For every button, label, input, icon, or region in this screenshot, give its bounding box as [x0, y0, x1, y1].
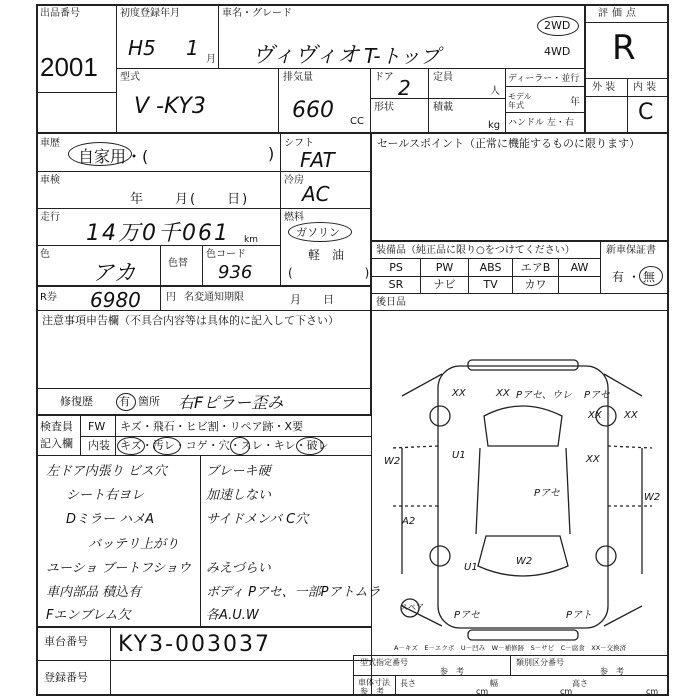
damage-mark: U1 [464, 562, 478, 573]
note-left: 車内部品 積込有 [46, 585, 142, 600]
displacement-unit: CC [350, 116, 364, 127]
shift-value: FAT [300, 148, 335, 172]
model-year-label: モデル年式 [508, 92, 532, 110]
model-label: 型式 [120, 72, 140, 83]
first-reg-label: 初度登録年月 [120, 8, 180, 19]
note-left: Dミラー ハメA [66, 512, 155, 527]
mileage-unit: km [244, 235, 258, 245]
fuel-label: 燃料 [284, 212, 304, 223]
damage-mark: W2 [516, 556, 533, 567]
fuel-value: ガソリン [296, 226, 340, 239]
note-right: ボディ Pアセ、一部Pアトムラ [206, 585, 381, 600]
damage-mark: XX [588, 410, 602, 421]
fuel-diesel: 軽 油 [308, 248, 345, 262]
model-value: V -KY3 [134, 94, 206, 119]
model-year-unit: 年 [570, 97, 580, 108]
exterior-label: 外 装 [592, 82, 616, 93]
registration-label: 登録番号 [44, 671, 88, 684]
damage-mark: W2 [384, 456, 401, 467]
after-market-label: 後日品 [376, 297, 406, 308]
lot-number: 2001 [40, 52, 98, 82]
color-value: アカ [92, 261, 136, 286]
damage-mark: Pアト [566, 610, 593, 621]
note-left: シート右ヨレ [66, 488, 145, 503]
height-label: 高さ [572, 679, 588, 688]
recycle-label: R券 [40, 292, 57, 303]
fw-label: FW [88, 420, 106, 433]
equip-tv: TV [483, 278, 498, 291]
equip-aw: AW [570, 261, 589, 274]
in-label: 内装 [88, 439, 110, 452]
circle-kegare [153, 437, 181, 455]
handle-label: ハンドル 左・右 [508, 118, 574, 128]
score-value: R [612, 28, 636, 68]
displacement-label: 排気量 [283, 72, 313, 83]
note-right: サイドメンバ C穴 [206, 512, 309, 527]
color-change-label: 色替 [168, 258, 188, 269]
equip-navi: ナビ [433, 278, 456, 291]
score-label: 評価点 [598, 8, 640, 19]
form-ref: 参 考 [440, 667, 464, 676]
note-left: バッテリ上がり [88, 537, 180, 552]
note-left: ユーショ ブートフショウ [46, 561, 192, 576]
equip-airbag: エアB [520, 261, 551, 274]
repair-label: 修復歴 [60, 395, 93, 408]
note-right: みえづらい [206, 561, 271, 576]
equip-abs: ABS [479, 261, 502, 274]
ac-label: 冷房 [284, 175, 304, 186]
dealer-label: ディーラー・並行 [508, 74, 580, 84]
car-name: ヴィヴィオ [252, 43, 360, 68]
name-label: 車名・グレード [222, 8, 292, 19]
width-unit: cm [560, 687, 573, 696]
warranty-no: 無 [643, 270, 656, 284]
interior-label: 内 装 [633, 82, 657, 93]
warranty-yes: 有 [612, 270, 625, 284]
mileage-label: 走行 [40, 212, 60, 223]
inspector-label-1: 検査員 [40, 420, 73, 433]
equip-ps: PS [389, 261, 403, 274]
month-value: 1 [186, 36, 199, 60]
load-unit: kg [488, 120, 501, 131]
name-change-label: 名変通知期限 [184, 292, 244, 303]
circle-ana [230, 437, 250, 455]
category-ref: 参 考 [600, 667, 624, 676]
fw-items: キズ・飛石・ヒビ割・リペア跡・X要 [120, 420, 304, 433]
damage-mark: Pアセ、ウレ [516, 390, 572, 401]
spare-label: スペア [400, 603, 424, 612]
shift-label: シフト [284, 138, 314, 149]
capacity-unit: 人 [490, 86, 500, 97]
damage-mark: Pアセ [454, 610, 480, 621]
note-right: 各A.U.W [206, 608, 259, 623]
chassis-label: 車台番号 [44, 635, 88, 648]
recycle-unit: 円 [166, 292, 176, 303]
circle-kizu [117, 437, 145, 455]
note-right: 加速しない [206, 488, 272, 503]
damage-mark: XX [496, 388, 510, 399]
ac-value: AC [302, 182, 330, 206]
color-label: 色 [40, 249, 50, 260]
damage-mark: U1 [452, 450, 466, 461]
doors-label: ドア [374, 72, 394, 83]
displacement-value: 660 [292, 98, 334, 123]
equipment-label: 装備品（純正品に限り○をつけてください） [376, 245, 575, 256]
dims-label: 車体寸法 [358, 678, 390, 687]
dims-ref: 参 考 [360, 687, 384, 696]
drive-2wd: 2WD [544, 19, 571, 32]
shape-label: 形状 [374, 102, 394, 113]
notes-label: 注意事項申告欄（不具合内容等は具体的に記入して下さい） [42, 314, 339, 327]
note-right: ブレーキ硬 [206, 464, 271, 479]
sales-point-label: セールスポイント（正常に機能するものに限ります） [377, 137, 641, 150]
doors-value: 2 [398, 76, 411, 100]
equip-leather: カワ [524, 278, 547, 291]
interior-value: C [638, 100, 654, 125]
equip-pw: PW [435, 261, 454, 274]
color-code-value: 936 [218, 262, 253, 283]
repair-value: 有 [119, 395, 130, 408]
mileage-value: 14万0千061 [86, 221, 230, 246]
inspection-label: 車検 [40, 175, 60, 186]
recycle-value: 6980 [90, 288, 141, 312]
equip-sr: SR [388, 278, 404, 291]
name-change-fields: 月 日 [290, 293, 334, 306]
damage-mark: XX [624, 410, 638, 421]
color-code-label: 色コード [206, 249, 246, 260]
lot-label: 出品番号 [40, 8, 80, 19]
damage-mark: A2 [402, 516, 416, 527]
drive-4wd: 4WD [544, 45, 571, 58]
car-grade: T-トップ [364, 44, 440, 68]
height-unit: cm [646, 687, 659, 696]
length-unit: cm [476, 687, 489, 696]
repair-place-value: 右Fピラー歪み [178, 393, 284, 412]
inspector-label-2: 記入欄 [40, 437, 73, 450]
capacity-label: 定員 [433, 72, 453, 83]
month-unit: 月 [206, 54, 216, 65]
damage-mark: XX [452, 388, 466, 399]
length-label: 長さ [400, 679, 416, 688]
warranty-sep: ・ [628, 270, 641, 284]
note-left: Fエンブレム欠 [46, 608, 131, 623]
in-items: キズ・汚レ・コゲ・穴・スレ・キレ・破レ [120, 439, 329, 452]
category-label: 類別区分番号 [516, 658, 564, 667]
damage-mark: Pアセ [534, 488, 560, 499]
load-label: 積載 [433, 102, 453, 113]
history-value: 自家用・( [78, 147, 149, 166]
damage-mark: Pアセ [584, 390, 610, 401]
year-value: H5 [128, 36, 156, 60]
form-label: 型式指定番号 [360, 658, 408, 667]
history-close: ) [268, 144, 275, 163]
warranty-label: 新車保証書 [606, 245, 656, 256]
chassis-value: KY3-003037 [118, 632, 271, 657]
width-label: 幅 [490, 679, 498, 688]
circle-kire [296, 437, 324, 455]
legend: A－キズ E－エクボ U－凹み W－補修跡 S－サビ C－腐食 XX－交換済 [394, 644, 627, 652]
damage-mark: XX [586, 454, 600, 465]
damage-mark: W2 [644, 492, 661, 503]
inspection-fields: 年 月( 日) [130, 192, 250, 207]
fuel-paren: ( ) [288, 266, 370, 280]
note-left: 左ドア内張り ビス穴 [46, 464, 167, 479]
history-label: 車歴 [40, 138, 60, 149]
repair-place-label: 箇所 [138, 395, 160, 408]
